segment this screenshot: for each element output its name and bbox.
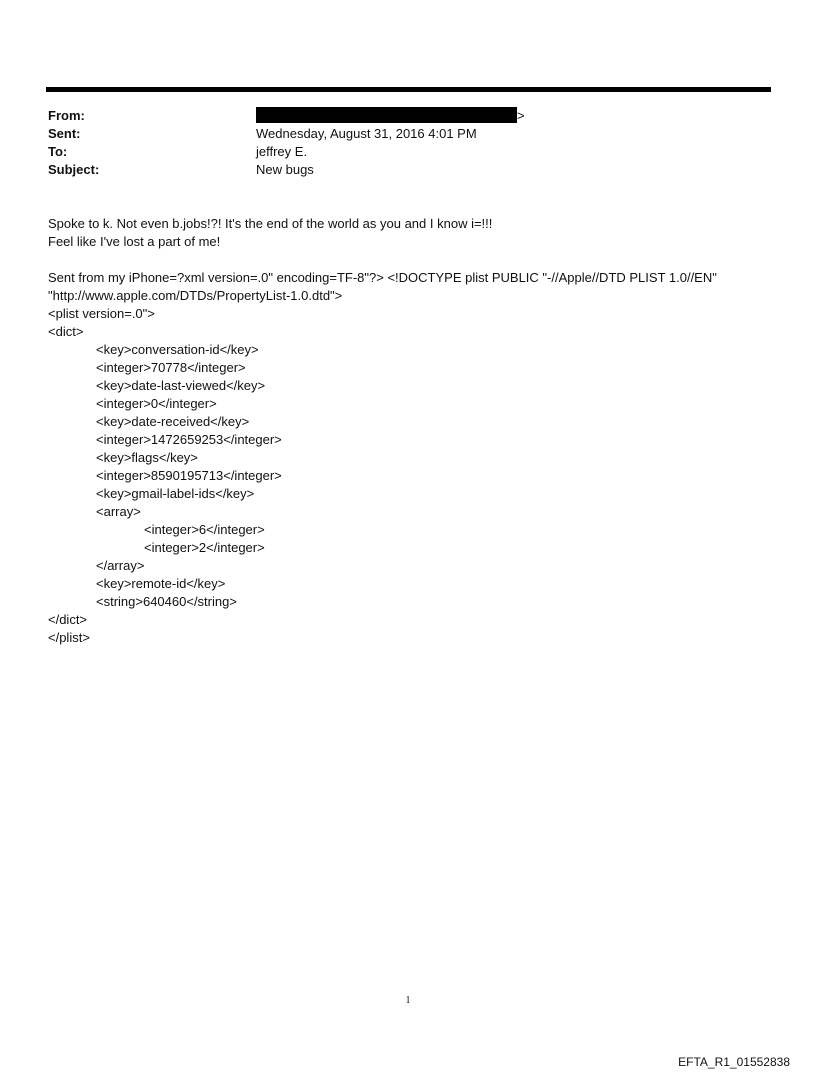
plist-line: <integer>8590195713</integer> — [96, 468, 282, 483]
redaction-block — [256, 107, 517, 123]
body-line: Spoke to k. Not even b.jobs!?! It's the end of the world as you and I know i=!!! — [48, 216, 493, 231]
plist-line: <dict> — [48, 324, 84, 339]
plist-line: <integer>2</integer> — [144, 540, 265, 555]
document-id: EFTA_R1_01552838 — [678, 1055, 790, 1069]
plist-line: <integer>1472659253</integer> — [96, 432, 282, 447]
plist-line: <integer>0</integer> — [96, 396, 217, 411]
email-body — [48, 215, 788, 647]
from-suffix: > — [517, 108, 525, 123]
from-label: From: — [48, 108, 85, 123]
plist-line: <key>date-last-viewed</key> — [96, 378, 266, 393]
plist-line: <key>gmail-label-ids</key> — [96, 486, 255, 501]
plist-line: </array> — [96, 558, 145, 573]
plist-line: </dict> — [48, 612, 88, 627]
plist-line: <key>date-received</key> — [96, 414, 250, 429]
plist-line: <key>flags</key> — [96, 450, 198, 465]
blank-line — [48, 251, 788, 269]
body-line: Feel like I've lost a part of me! — [48, 234, 221, 249]
plist-line: <array> — [96, 504, 141, 519]
sent-value: Wednesday, August 31, 2016 4:01 PM — [256, 126, 477, 141]
plist-line: <integer>6</integer> — [144, 522, 265, 537]
plist-line: <string>640460</string> — [96, 594, 237, 609]
from-value — [256, 107, 525, 125]
plist-line: <key>remote-id</key> — [96, 576, 226, 591]
to-label: To: — [48, 144, 68, 159]
signature-line: Sent from my iPhone=?xml version=.0" encoding=TF-8"?> <!DOCTYPE plist PUBLIC "-//Apple//DTD PLIST 1.0//EN" — [48, 270, 717, 285]
plist-line: </plist> — [48, 630, 90, 645]
subject-value: New bugs — [256, 162, 314, 177]
sent-label: Sent: — [48, 126, 81, 141]
header-rule — [46, 87, 771, 92]
plist-line: "http://www.apple.com/DTDs/PropertyList-1.0.dtd"> — [48, 288, 343, 303]
subject-label: Subject: — [48, 162, 100, 177]
plist-line: <plist version=.0"> — [48, 306, 155, 321]
to-value: jeffrey E. — [256, 144, 308, 159]
plist-line: <integer>70778</integer> — [96, 360, 246, 375]
plist-line: <key>conversation-id</key> — [96, 342, 259, 357]
page-number: 1 — [405, 995, 411, 1006]
